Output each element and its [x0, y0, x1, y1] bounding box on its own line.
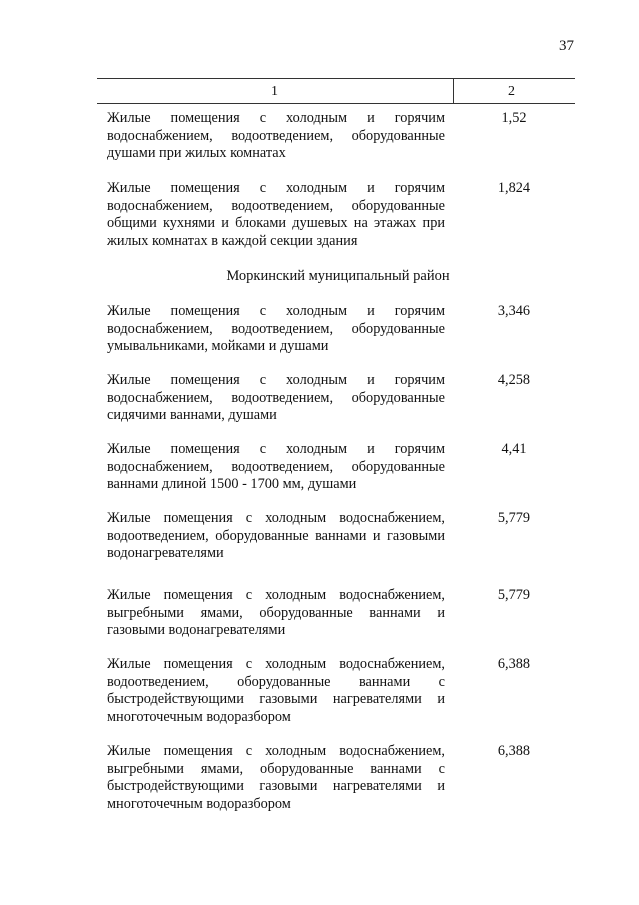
- table-header-divider: [453, 78, 454, 103]
- row-description: Жилые помещения с холодным и горячим водоснабжением, водоотведением, оборудованные сидячими ваннами, душами: [107, 372, 445, 423]
- row-value: 3,346: [497, 303, 531, 319]
- row-value: 6,388: [497, 656, 531, 672]
- row-value: 5,779: [497, 510, 531, 526]
- table-row: [107, 441, 569, 494]
- row-value: 5,779: [497, 587, 531, 603]
- row-value: 4,41: [501, 441, 527, 457]
- table-row: [107, 656, 569, 726]
- table-row: [107, 743, 569, 813]
- row-description: Жилые помещения с холодным и горячим водоснабжением, водоотведением, оборудованные душами при жилых комнатах: [107, 110, 445, 161]
- row-description: Жилые помещения с холодным и горячим водоснабжением, водоотведением, оборудованные умывальниками, мойками и душами: [107, 303, 445, 354]
- row-value: 4,258: [497, 372, 531, 388]
- row-value: 1,824: [497, 180, 531, 196]
- table-row: [107, 510, 569, 563]
- row-description: Жилые помещения с холодным водоснабжением, водоотведением, оборудованные ваннами и газовыми водонагревателями: [107, 510, 445, 561]
- row-description: Жилые помещения с холодным водоснабжением, водоотведением, оборудованные ваннами с быстродействующими газовыми нагревателями и многоточечным водоразбором: [107, 656, 445, 725]
- row-description: Жилые помещения с холодным и горячим водоснабжением, водоотведением, оборудованные общими кухнями и блоками душевых на этажах при жилых комнатах в каждой секции здания: [107, 180, 445, 249]
- table-header-bottom-rule: [97, 103, 575, 104]
- row-description: Жилые помещения с холодным водоснабжением, выгребными ямами, оборудованные ваннами и газовыми водонагревателями: [107, 587, 445, 638]
- row-description: Жилые помещения с холодным водоснабжением, выгребными ямами, оборудованные ваннами с быстродействующими газовыми нагревателями и многоточечным водоразбором: [107, 743, 445, 812]
- row-value: 1,52: [501, 110, 527, 126]
- column-header-2: 2: [508, 84, 515, 99]
- table-row: [107, 372, 569, 425]
- table-row: [107, 587, 569, 640]
- column-header-1: 1: [271, 84, 278, 99]
- row-value: 6,388: [497, 743, 531, 759]
- table-row: [107, 110, 569, 163]
- page-number: 37: [559, 38, 574, 54]
- table-row: [107, 180, 569, 250]
- row-description: Жилые помещения с холодным и горячим водоснабжением, водоотведением, оборудованные ваннами длиной 1500 - 1700 мм, душами: [107, 441, 445, 492]
- section-title: Моркинский муниципальный район: [226, 268, 450, 284]
- table-row: [107, 303, 569, 356]
- table-header-top-rule: [97, 78, 575, 79]
